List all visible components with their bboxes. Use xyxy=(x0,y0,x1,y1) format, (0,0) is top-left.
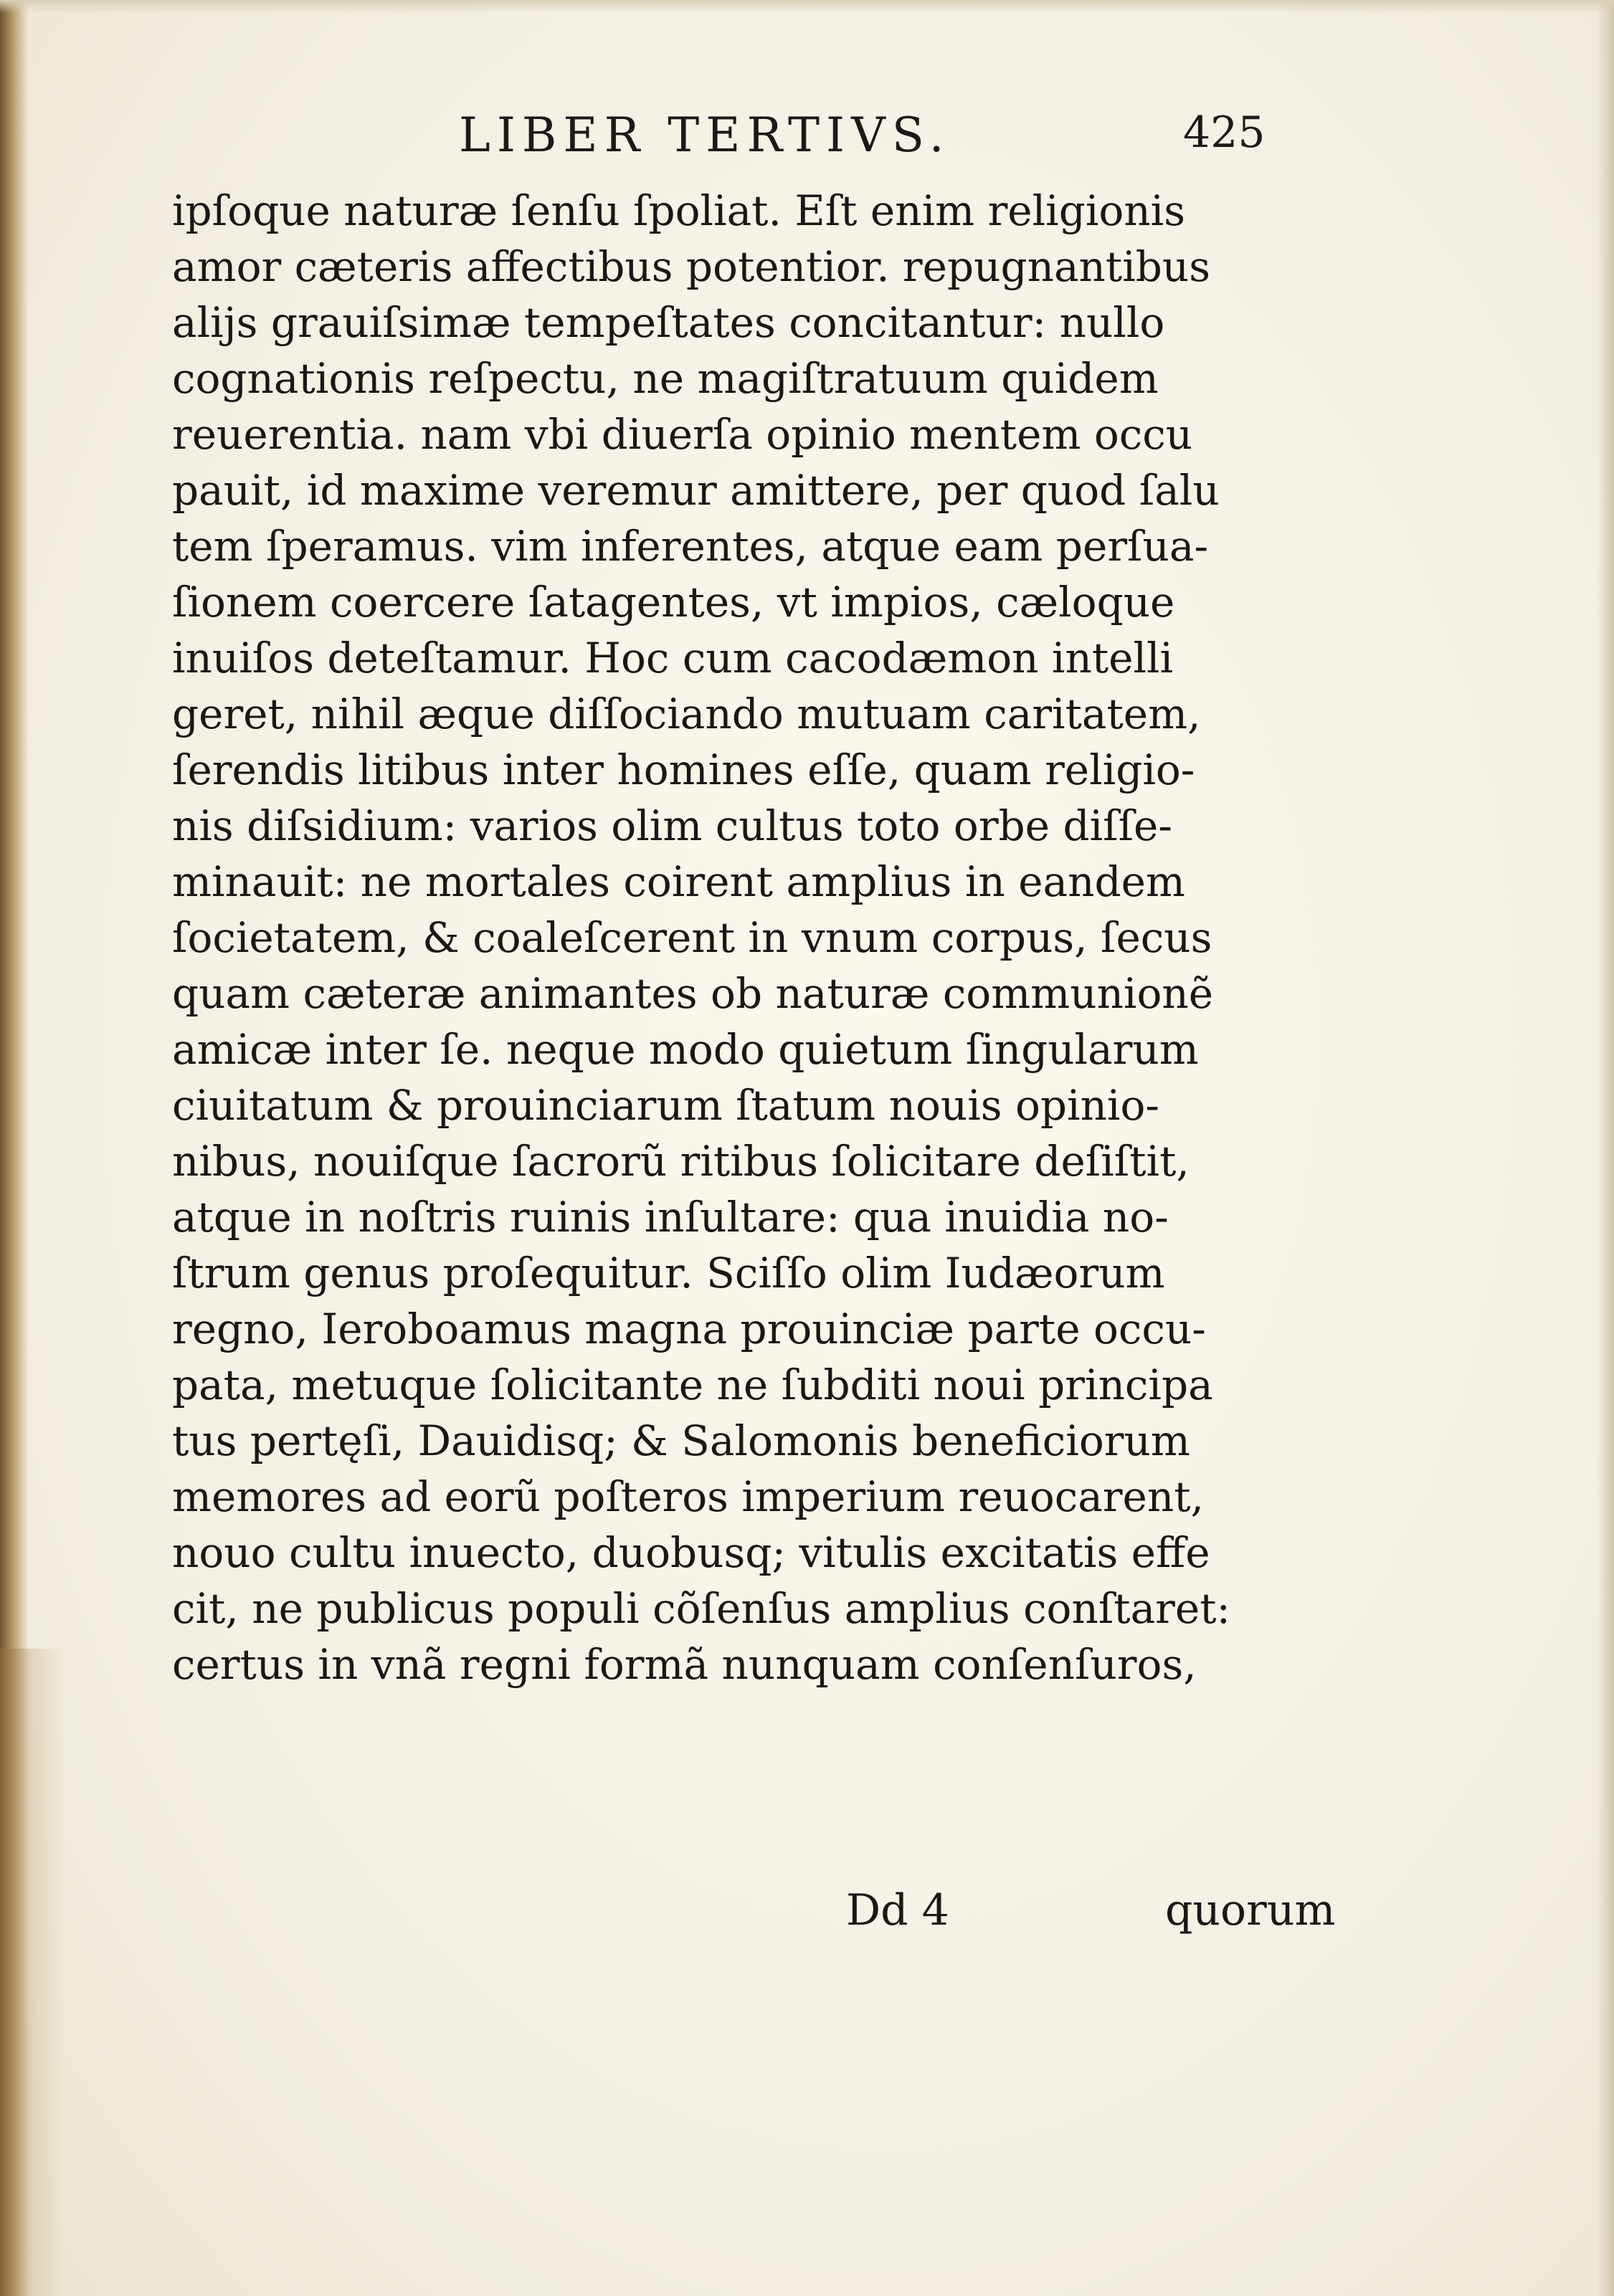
text-line: nibus, nouiſque ſacrorũ ritibus ſolicitare deſiſtit, xyxy=(172,1137,1190,1186)
text-line: certus in vnã regni formã nunquam conſenſuros, xyxy=(172,1640,1197,1689)
signature-mark: Dd 4 xyxy=(846,1885,949,1935)
text-line: regno, Ieroboamus magna prouinciæ parte occu- xyxy=(172,1305,1206,1353)
body-text xyxy=(172,183,1377,1692)
text-line: amor cæteris affectibus potentior. repugnantibus xyxy=(172,242,1210,291)
text-line: tem ſperamus. vim inferentes, atque eam perſua- xyxy=(172,522,1209,571)
text-line: atque in noſtris ruinis inſultare: qua inuidia no- xyxy=(172,1193,1169,1242)
text-line: pata, metuque ſolicitante ne ſubditi noui principa xyxy=(172,1361,1213,1409)
page-headline xyxy=(0,108,1614,186)
text-line: ſtrum genus proſequitur. Sciſſo olim Iudæorum xyxy=(172,1249,1165,1297)
text-line: ipſoque naturæ ſenſu ſpoliat. Eſt enim religionis xyxy=(172,186,1185,235)
text-line: nis diſsidium: varios olim cultus toto orbe diſſe- xyxy=(172,801,1172,850)
text-line: memores ad eorũ poſteros imperium reuocarent, xyxy=(172,1472,1204,1521)
text-line: cit, ne publicus populi cõſenſus amplius conſtaret: xyxy=(172,1584,1231,1633)
text-line: ſerendis litibus inter homines eſſe, quam religio- xyxy=(172,746,1195,794)
page-edge-right xyxy=(1597,0,1614,2296)
text-line: geret, nihil æque diſſociando mutuam caritatem, xyxy=(172,690,1201,738)
text-line: ſionem coercere ſatagentes, vt impios, cæloque xyxy=(172,578,1175,627)
text-line: cognationis reſpectu, ne magiſtratuum quidem xyxy=(172,354,1159,403)
text-line: nouo cultu inuecto, duobusq; vitulis excitatis effe xyxy=(172,1528,1210,1577)
page-edge-top xyxy=(0,0,1614,13)
text-line: pauit, id maxime veremur amittere, per quod ſalu xyxy=(172,466,1220,515)
text-line: inuiſos deteſtamur. Hoc cum cacodæmon intelli xyxy=(172,634,1174,682)
running-title: LIBER TERTIVS. xyxy=(459,108,951,163)
text-line: ſocietatem, & coaleſcerent in vnum corpus, ſecus xyxy=(172,913,1212,962)
text-line: alijs grauiſsimæ tempeſtates concitantur: nullo xyxy=(172,298,1165,347)
page-footer xyxy=(0,1885,1614,1950)
catchword: quorum xyxy=(1165,1885,1336,1935)
text-line: minauit: ne mortales coirent amplius in eandem xyxy=(172,857,1185,906)
text-line: ciuitatum & prouinciarum ſtatum nouis opinio- xyxy=(172,1081,1159,1130)
text-line: tus pertęſi, Dauidisq; & Salomonis beneficiorum xyxy=(172,1416,1190,1465)
folio-number: 425 xyxy=(1183,108,1266,158)
text-line: amicæ inter ſe. neque modo quietum ſingularum xyxy=(172,1025,1199,1074)
text-line: quam cæteræ animantes ob naturæ communionẽ xyxy=(172,969,1214,1018)
text-line: reuerentia. nam vbi diuerſa opinio mentem occu xyxy=(172,410,1193,459)
paper-stain xyxy=(0,1649,65,2296)
